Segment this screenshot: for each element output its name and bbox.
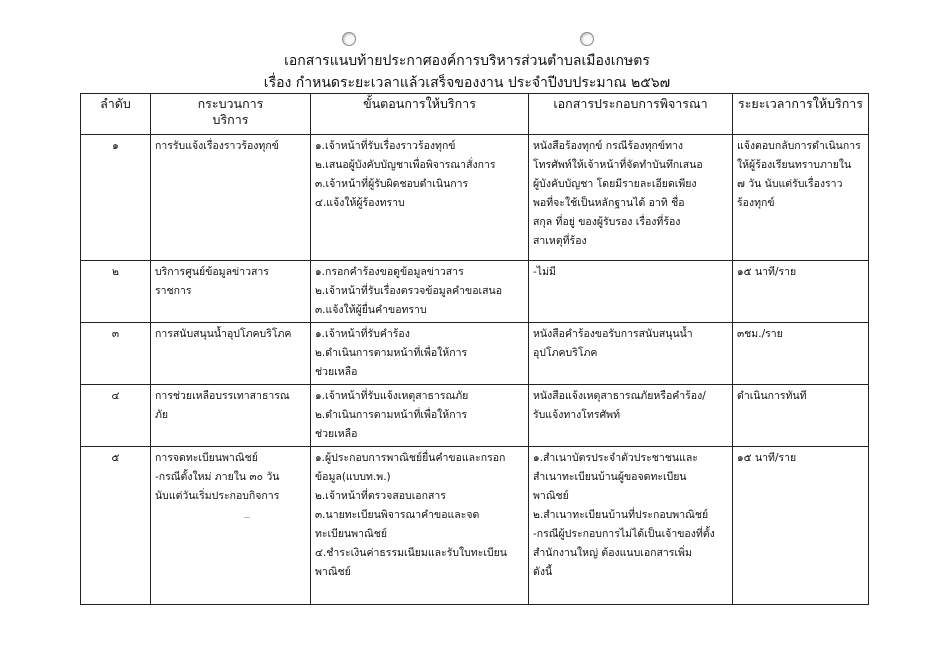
process-line: การจดทะเบียนพาณิชย์ (155, 452, 258, 464)
time-line: ร้องทุกข์ (737, 197, 775, 209)
steps-line: ๓.เจ้าหน้าที่ผู้รับผิดชอบดำเนินการ (315, 178, 469, 190)
cell-steps (311, 447, 529, 605)
docs-line: พอที่จะใช้เป็นหลักฐานได้ อาทิ ชื่อ (533, 197, 685, 209)
process-line: การสนับสนุนน้ำอุปโภคบริโภค (155, 328, 292, 340)
steps-line: ๑.กรอกคำร้องขอดูข้อมูลข่าวสาร (315, 266, 464, 278)
process-line: -กรณีตั้งใหม่ ภายใน ๓๐ วัน (155, 471, 280, 483)
process-line: การช่วยเหลือบรรเทาสาธารณ (155, 390, 290, 402)
steps-line: ๒.เจ้าหน้าที่รับเรื่องตรวจข้อมูลคำขอเสนอ (315, 285, 503, 297)
punch-hole-left (342, 32, 356, 46)
process-line: ภัย (155, 409, 169, 421)
time-line: ๗ วัน นับแต่รับเรื่องราว (737, 178, 843, 190)
docs-line: หนังสือร้องทุกข์ กรณีร้องทุกข์ทาง (533, 140, 684, 152)
table-row (81, 385, 869, 447)
time-line: ให้ผู้ร้องเรียนทราบภายใน (737, 159, 852, 171)
row-number: ๑ (81, 135, 151, 261)
time-line: ๓ชม./ราย (737, 328, 783, 340)
table-row (81, 323, 869, 385)
steps-line: ช่วยเหลือ (315, 366, 358, 378)
row-number: ๕ (81, 447, 151, 605)
header-steps: ขั้นตอนการให้บริการ (311, 94, 529, 135)
cell-steps (311, 261, 529, 323)
service-time-table (80, 93, 869, 605)
docs-line: พาณิชย์ (533, 490, 569, 502)
header-process-line2: บริการ (212, 112, 249, 127)
steps-line: ๑.เจ้าหน้าที่รับเรื่องราวร้องทุกข์ (315, 140, 456, 152)
process-line: บริการศูนย์ข้อมูลข่าวสาร (155, 266, 269, 278)
row-number: ๒ (81, 261, 151, 323)
docs-line: โทรศัพท์ให้เจ้าหน้าที่จัดทำบันทึกเสนอ (533, 159, 703, 171)
header-duration: ระยะเวลาการให้บริการ (733, 94, 869, 135)
steps-line: ช่วยเหลือ (315, 428, 358, 440)
steps-line: ๔.แจ้งให้ผู้ร้องทราบ (315, 197, 405, 209)
steps-line: พาณิชย์ (315, 566, 351, 578)
cell-time (733, 323, 869, 385)
steps-line: ๓.แจ้งให้ผู้ยื่นคำขอทราบ (315, 304, 427, 316)
docs-line: ๒.สำเนาทะเบียนบ้านที่ประกอบพาณิชย์ (533, 509, 709, 521)
row-number: ๔ (81, 385, 151, 447)
docs-line: สำเนาทะเบียนบ้านผู้ขอจดทะเบียน (533, 471, 687, 483)
table-row (81, 261, 869, 323)
cell-time (733, 447, 869, 605)
steps-line: ๑.เจ้าหน้าที่รับคำร้อง (315, 328, 410, 340)
header-order: ลำดับ (81, 94, 151, 135)
cell-process (151, 135, 311, 261)
steps-line: ๒.เจ้าหน้าที่ตรวจสอบเอกสาร (315, 490, 446, 502)
steps-line: ๔.ชำระเงินค่าธรรมเนียมและรับใบทะเบียน (315, 547, 507, 559)
document-title: เอกสารแนบท้ายประกาศองค์การบริหารส่วนตำบลเมืองเกษตร (284, 53, 650, 69)
table-header-row (81, 94, 869, 135)
steps-line: ๒.ดำเนินการตามหน้าที่เพื่อให้การ (315, 347, 468, 359)
header-process (151, 94, 311, 135)
docs-line: หนังสือคำร้องขอรับการสนับสนุนน้ำ (533, 328, 693, 340)
cell-docs (529, 135, 733, 261)
punch-hole-right (580, 32, 594, 46)
docs-line: สาเหตุที่ร้อง (533, 235, 587, 247)
cell-docs (529, 261, 733, 323)
cell-docs (529, 447, 733, 605)
row-number: ๓ (81, 323, 151, 385)
docs-line: รับแจ้งทางโทรศัพท์ (533, 409, 621, 421)
cell-docs (529, 385, 733, 447)
docs-line: ๑.สำเนาบัตรประจำตัวประชาชนและ (533, 452, 698, 464)
steps-line: ๓.นายทะเบียนพิจารณาคำขอและจด (315, 509, 480, 521)
steps-line: ๒.ดำเนินการตามหน้าที่เพื่อให้การ (315, 409, 468, 421)
cell-steps (311, 323, 529, 385)
steps-line: ๑.เจ้าหน้าที่รับแจ้งเหตุสาธารณภัย (315, 390, 469, 402)
table-row (81, 447, 869, 605)
process-line: นับแต่วันเริ่มประกอบกิจการ (155, 490, 280, 502)
scan-mark (244, 517, 250, 518)
steps-line: ๑.ผู้ประกอบการพาณิชย์ยื่นคำขอและกรอก (315, 452, 506, 464)
docs-line: อุปโภคบริโภค (533, 347, 598, 359)
docs-line: ดังนี้ (533, 566, 553, 578)
steps-line: ทะเบียนพาณิชย์ (315, 528, 387, 540)
cell-process (151, 261, 311, 323)
time-line: ดำเนินการทันที (737, 390, 807, 402)
cell-process (151, 323, 311, 385)
cell-process (151, 385, 311, 447)
docs-line: ผู้บังคับบัญชา โดยมีรายละเอียดเพียง (533, 178, 697, 190)
docs-line: -ไม่มี (533, 266, 556, 278)
docs-line: สำนักงานใหญ่ ต้องแนบเอกสารเพิ่ม (533, 547, 692, 559)
table-row (81, 135, 869, 261)
cell-process (151, 447, 311, 605)
process-line: การรับแจ้งเรื่องราวร้องทุกข์ (155, 140, 279, 152)
cell-time (733, 135, 869, 261)
cell-time (733, 261, 869, 323)
docs-line: -กรณีผู้ประกอบการไม่ได้เป็นเจ้าของที่ตั้ง (533, 528, 715, 540)
steps-line: ๒.เสนอผู้บังคับบัญชาเพื่อพิจารณาสั่งการ (315, 159, 496, 171)
process-line: ราชการ (155, 285, 192, 297)
docs-line: สกุล ที่อยู่ ของผู้รับรอง เรื่องที่ร้อง (533, 216, 681, 228)
header-process-line1: กระบวนการ (197, 96, 264, 111)
document-subject: เรื่อง กำหนดระยะเวลาแล้วเสร็จของงาน ประจำปีงบประมาณ ๒๕๖๗ (263, 75, 671, 91)
docs-line: หนังสือแจ้งเหตุสาธารณภัยหรือคำร้อง/ (533, 390, 706, 402)
time-line: ๑๕ นาที/ราย (737, 266, 797, 278)
cell-steps (311, 135, 529, 261)
time-line: ๑๕ นาที/ราย (737, 452, 797, 464)
cell-time (733, 385, 869, 447)
time-line: แจ้งตอบกลับการดำเนินการ (737, 140, 861, 152)
cell-docs (529, 323, 733, 385)
cell-steps (311, 385, 529, 447)
steps-line: ข้อมูล(แบบท.พ.) (315, 471, 391, 483)
header-documents: เอกสารประกอบการพิจารณา (529, 94, 733, 135)
table-body (81, 135, 869, 605)
